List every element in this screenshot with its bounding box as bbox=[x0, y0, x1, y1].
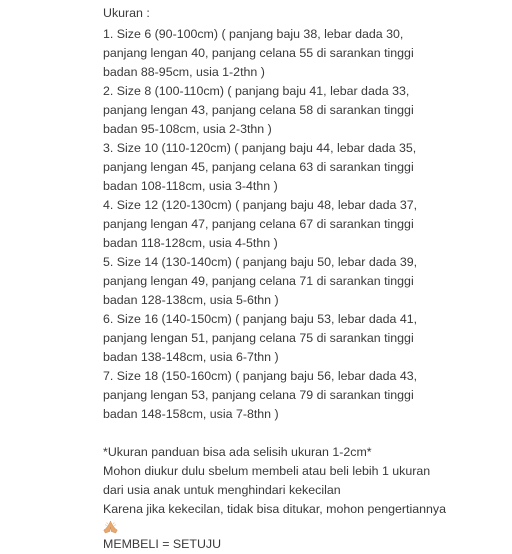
size-item-16 bbox=[103, 310, 512, 367]
size-item-line: badan 138-148cm, usia 6-7thn ) bbox=[103, 350, 279, 364]
size-list bbox=[103, 25, 512, 424]
size-item-line: panjang lengan 51, panjang celana 75 di sarankan tinggi bbox=[103, 331, 414, 345]
size-item-line: panjang lengan 49, panjang celana 71 di sarankan tinggi bbox=[103, 274, 414, 288]
size-item-8 bbox=[103, 82, 512, 139]
size-item-12 bbox=[103, 196, 512, 253]
size-item-line: 6. Size 16 (140-150cm) ( panjang baju 53, lebar dada 41, bbox=[103, 312, 418, 326]
size-notes bbox=[103, 443, 512, 519]
size-item-line: 3. Size 10 (110-120cm) ( panjang baju 44, lebar dada 35, bbox=[103, 141, 417, 155]
size-item-line: badan 118-128cm, usia 4-5thn ) bbox=[103, 236, 278, 250]
measure-advice-note: Mohon diukur dulu sbelum membeli atau beli lebih 1 ukuran bbox=[103, 464, 431, 478]
praying-hands-icon bbox=[103, 520, 118, 534]
size-item-line: badan 128-138cm, usia 5-6thn ) bbox=[103, 293, 279, 307]
size-guide-heading: Ukuran : bbox=[103, 6, 150, 20]
size-item-line: badan 148-158cm, usia 7-8thn ) bbox=[103, 407, 279, 421]
measure-advice-note-continued: dari usia anak untuk menghindari kekecilan bbox=[103, 483, 341, 497]
size-item-line: panjang lengan 40, panjang celana 55 di sarankan tinggi bbox=[103, 46, 414, 60]
size-item-line: panjang lengan 47, panjang celana 67 di sarankan tinggi bbox=[103, 217, 414, 231]
size-tolerance-note: *Ukuran panduan bisa ada selisih ukuran 1-2cm* bbox=[103, 445, 372, 459]
size-item-line: panjang lengan 53, panjang celana 79 di sarankan tinggi bbox=[103, 388, 414, 402]
emoji-line bbox=[103, 519, 512, 535]
size-item-6 bbox=[103, 25, 512, 82]
size-item-line: badan 95-108cm, usia 2-3thn ) bbox=[103, 122, 272, 136]
size-item-10 bbox=[103, 139, 512, 196]
size-item-line: 5. Size 14 (130-140cm) ( panjang baju 50, lebar dada 39, bbox=[103, 255, 418, 269]
praying-hands-spark-left bbox=[105, 523, 107, 526]
size-item-14 bbox=[103, 253, 512, 310]
praying-hands-spark-right bbox=[114, 523, 116, 526]
size-item-18 bbox=[103, 367, 512, 424]
size-item-line: panjang lengan 43, panjang celana 58 di sarankan tinggi bbox=[103, 103, 414, 117]
size-item-line: badan 88-95cm, usia 1-2thn ) bbox=[103, 65, 265, 79]
praying-hands-shape bbox=[104, 521, 118, 533]
no-exchange-note: Karena jika kekecilan, tidak bisa ditukar, mohon pengertiannya bbox=[103, 502, 447, 516]
size-item-line: badan 108-118cm, usia 3-4thn ) bbox=[103, 179, 278, 193]
size-item-line: 2. Size 8 (100-110cm) ( panjang baju 41, lebar dada 33, bbox=[103, 84, 410, 98]
size-item-line: 7. Size 18 (150-160cm) ( panjang baju 56, lebar dada 43, bbox=[103, 369, 418, 383]
size-item-line: panjang lengan 45, panjang celana 63 di sarankan tinggi bbox=[103, 160, 414, 174]
purchase-agreement-text: MEMBELI = SETUJU bbox=[103, 537, 222, 551]
size-item-line: 1. Size 6 (90-100cm) ( panjang baju 38, lebar dada 30, bbox=[103, 27, 404, 41]
size-item-line: 4. Size 12 (120-130cm) ( panjang baju 48, lebar dada 37, bbox=[103, 198, 418, 212]
